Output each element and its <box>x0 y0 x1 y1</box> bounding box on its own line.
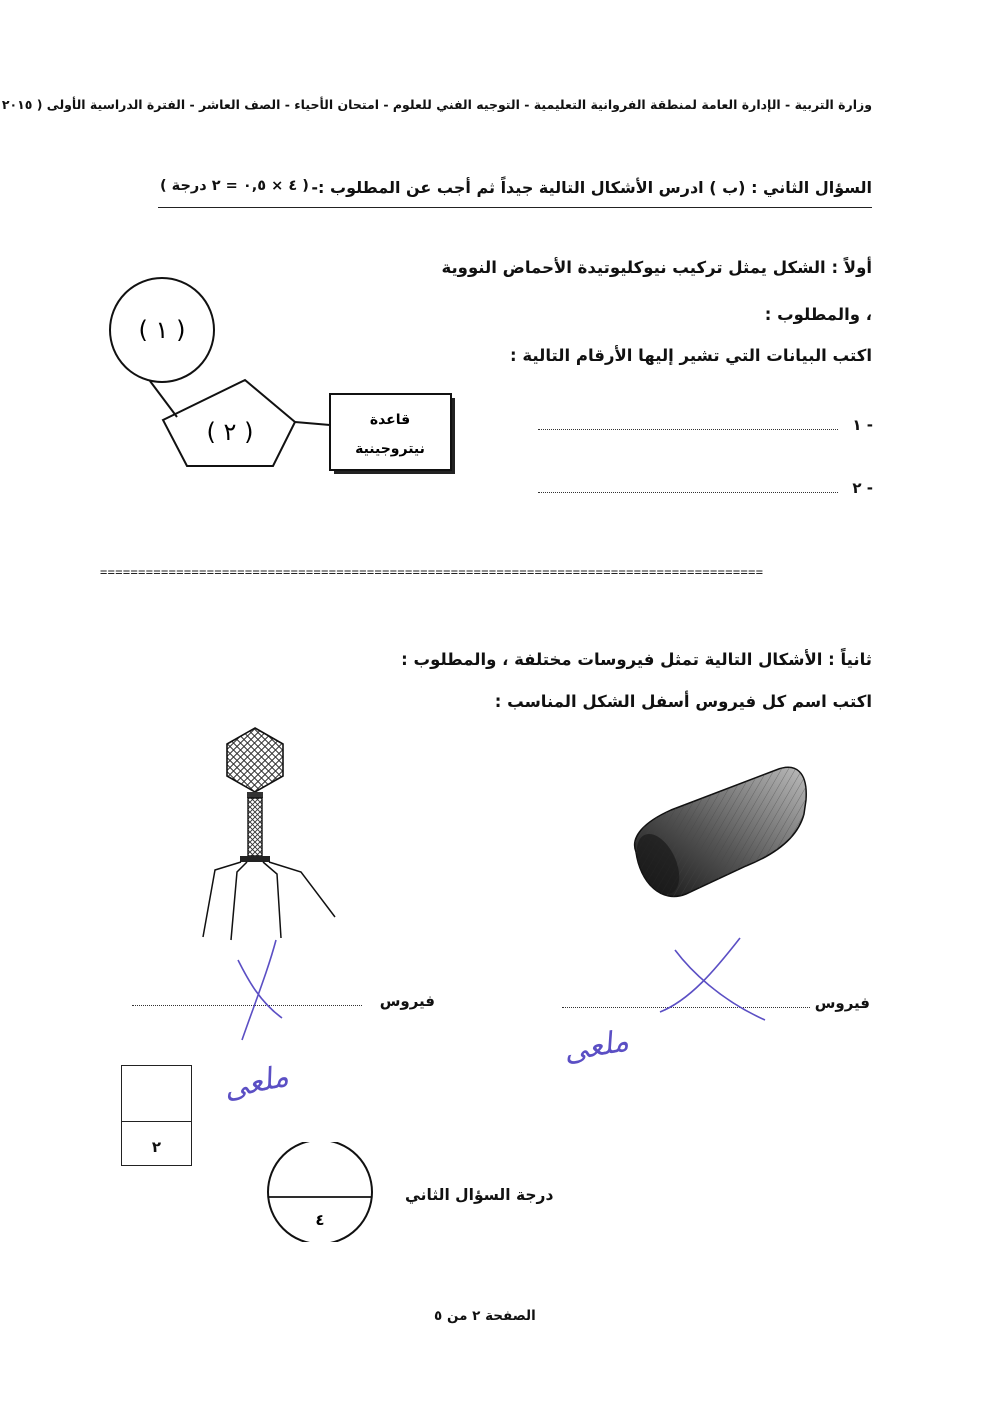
virus-label-right: فيروس <box>814 994 870 1012</box>
answer-dots-2 <box>538 492 838 493</box>
virus-label-left: فيروس <box>379 992 435 1010</box>
phage-tail <box>248 798 262 856</box>
score-box-divider <box>122 1121 191 1122</box>
score-box <box>121 1065 192 1166</box>
grade-circle-value: ٤ <box>315 1211 325 1229</box>
base-rect <box>330 394 451 470</box>
answer-dots-1 <box>538 429 838 430</box>
section-separator: ======================================================================================= <box>100 565 764 579</box>
phage-fiber-2 <box>231 862 247 940</box>
answer-line-1[interactable] <box>538 416 873 436</box>
handwritten-note-right: ملعى <box>560 1023 632 1070</box>
phage-head <box>227 728 283 792</box>
part1-statement: أولاً : الشكل يمثل تركيب نيوكليوتيدة الأحماض النووية <box>441 258 872 277</box>
part2-instruction: اكتب اسم كل فيروس أسفل الشكل المناسب : <box>494 692 872 711</box>
answer-number-1: ١ - <box>852 416 873 434</box>
bacteriophage-drawing <box>195 722 345 947</box>
question-title: السؤال الثاني : (ب ) ادرس الأشكال التالية جيداً ثم أجب عن المطلوب :- <box>311 178 872 197</box>
exam-header: وزارة التربية - الإدارة العامة لمنطقة الفروانية التعليمية - التوجيه الفني للعلوم - امتحان الأحياء - الصف العاشر - الفترة الدراسية الأولى ( ٢٠١٥ <box>1 97 872 112</box>
cross-mark-left <box>238 940 282 1040</box>
phage-fiber-3 <box>263 862 281 938</box>
handwritten-note-left: ملعى <box>220 1058 292 1107</box>
answer-line-2[interactable] <box>538 479 873 499</box>
rod-virus-drawing <box>626 762 816 912</box>
score-box-value: ٢ <box>151 1138 162 1156</box>
part1-instruction: اكتب البيانات التي تشير إليها الأرقام التالية : <box>510 346 872 365</box>
phage-baseplate <box>240 856 270 862</box>
title-underline <box>158 207 872 208</box>
base-label-line2: نيتروجينية <box>355 441 425 457</box>
part2-statement: ثانياً : الأشكال التالية تمثل فيروسات مختلفة ، والمطلوب : <box>401 650 872 669</box>
grade-circle <box>264 1142 376 1242</box>
grade-label: درجة السؤال الثاني <box>405 1186 554 1204</box>
answer-number-2: ٢ - <box>852 479 873 497</box>
question-marks: ( ٤ × ٠,٥ = ٢ درجة ) <box>160 178 309 194</box>
page-number: الصفحة ٢ من ٥ <box>434 1308 536 1324</box>
pentagon-label: ( ٢ ) <box>206 418 254 446</box>
link-circle-pentagon <box>150 381 177 417</box>
part1-required: ، والمطلوب : <box>764 305 872 324</box>
circle-label: ( ١ ) <box>138 316 186 344</box>
link-pentagon-base <box>295 422 330 425</box>
base-label-line1: قاعدة <box>369 412 411 428</box>
nucleotide-diagram <box>95 270 465 485</box>
cross-mark-right <box>660 938 765 1020</box>
handwritten-marks <box>220 930 780 1130</box>
phage-collar <box>247 792 263 798</box>
